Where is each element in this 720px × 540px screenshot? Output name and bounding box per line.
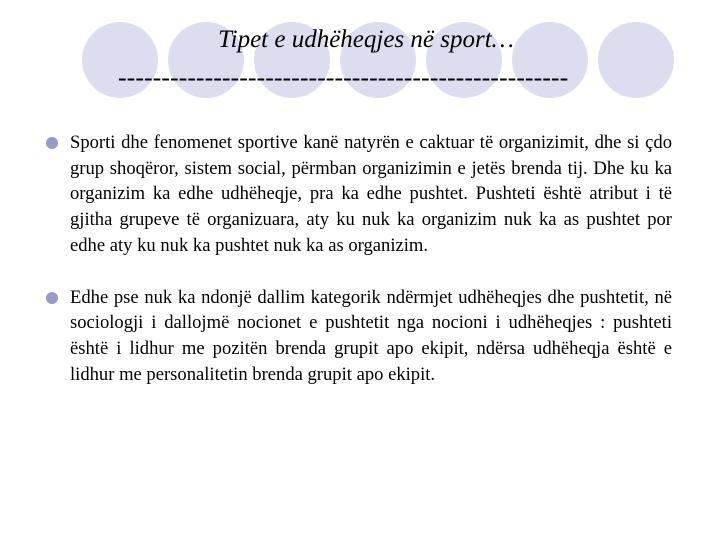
bullet-text: Edhe pse nuk ka ndonjë dallim kategorik ndërmjet udhëheqjes dhe pushtetit, në sociologji i dallojmë nocionet e pushtetit nga nocioni i udhëheqjes : pushteti është i lidhur me pozitën brenda grupit apo ekipit, ndërsa udhëheqja është e lidhur me personalitetin brenda grupit apo ekipit.	[70, 286, 672, 385]
bullet-item	[46, 130, 672, 259]
title-dash-rule: ----------------------------------------------------	[118, 63, 569, 92]
bullet-dot-icon	[46, 137, 58, 149]
bullet-dot-icon	[46, 292, 58, 304]
bullet-item	[46, 285, 672, 388]
bullet-text: Sporti dhe fenomenet sportive kanë natyrën e caktuar të organizimit, dhe si çdo grup shoqëror, sistem social, përmban organizimin e jetës brenda tij. Dhe ku ka organizim ka edhe udhëheqje, pra ka edhe pushtet. Pushteti është atribut i të gjitha grupeve të organizuara, aty ku nuk ka organizim nuk ka as pushtet por edhe aty ku nuk ka pushtet nuk ka as organizim.	[70, 132, 672, 256]
title-area	[0, 26, 720, 54]
slide-title: Tipet e udhëheqjes në sport…	[218, 26, 514, 53]
bullet-list	[46, 130, 672, 387]
